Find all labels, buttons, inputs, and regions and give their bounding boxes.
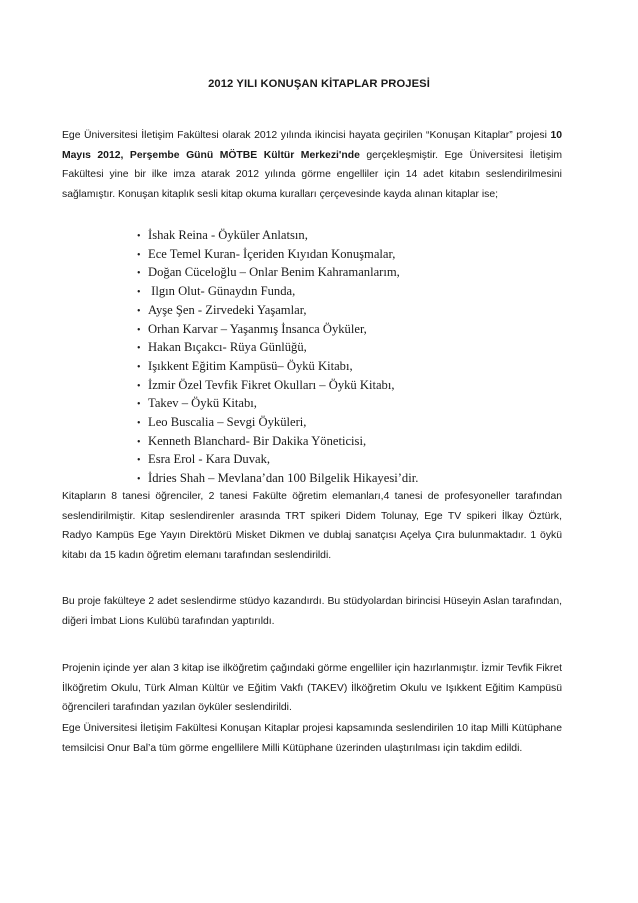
book-title: Doğan Cüceloğlu – Onlar Benim Kahramanlarım, [148,265,400,280]
children-books-paragraph: Projenin içinde yer alan 3 kitap ise ilköğretim çağındaki görme engelliler için hazırlanmıştır. İzmir Tevfik Fikret İlköğretim Okulu, Türk Alman Kültür ve Eğitim Vakfı (TAKEV) İlköğretim Okulu ve Işıkkent Eğitim Kampüsü öğrencileri tarafından yazılan öyküler seslendirildi. [62,663,562,713]
bullet-icon: • [137,418,141,430]
book-list-item [137,395,418,414]
book-list [137,227,418,489]
intro-paragraph [62,126,562,204]
book-list-item [137,227,418,246]
bullet-icon: • [137,361,141,373]
book-list-item [137,283,418,302]
bullet-icon: • [137,287,141,299]
bullet-icon: • [137,399,141,411]
document-title: 2012 YILI KONUŞAN KİTAPLAR PROJESİ [208,78,430,90]
book-list-item [137,246,418,265]
book-title: Ece Temel Kuran- İçeriden Kıyıdan Konuşmalar, [148,246,396,261]
book-title: İdries Shah – Mevlana’dan 100 Bilgelik Hikayesi’dir. [148,471,419,486]
bullet-icon: • [137,474,141,486]
book-list-item [137,451,418,470]
intro-text-start: Ege Üniversitesi İletişim Fakültesi olarak 2012 yılında ikincisi hayata geçirilen “Konuşan Kitaplar” projesi [62,130,551,141]
bullet-icon: • [137,231,141,242]
book-title: Takev – Öykü Kitabı, [148,396,257,411]
book-list-item [137,339,418,358]
book-list-item [137,433,418,452]
library-delivery-paragraph: Ege Üniversitesi İletişim Fakültesi Konuşan Kitaplar projesi kapsamında seslendirilen 10 itap Milli Kütüphane temsilcisi Onur Bal’a tüm görme engellilere Milli Kütüphane üzerinden ulaştırılması için takdim edildi. [62,723,562,754]
book-title: Ilgın Olut- Günaydın Funda, [148,284,296,299]
book-list-item [137,321,418,340]
book-title: İzmir Özel Tevfik Fikret Okulları – Öykü Kitabı, [148,377,395,392]
bullet-icon: • [137,343,141,355]
intro-text-end: gerçekleşmiştir. Ege Üniversitesi İletişim Fakültesi yine bir ilke imza atarak 2012 yılında görme engelliler için 14 adet kitabın seslendirilmesini sağlamıştır. Konuşan kitaplık sesli kitap okuma kuralları çerçevesinde kayda alınan kitaplar ise; [62,149,562,200]
book-title: İshak Reina - Öyküler Anlatsın, [148,228,308,242]
intro-event-date-location: 10 Mayıs 2012, Perşembe Günü MÖTBE Kültür Merkezi'nde [62,130,562,161]
book-title: Orhan Karvar – Yaşanmış İnsanca Öyküler, [148,321,367,336]
book-list-item [137,264,418,283]
book-list-item [137,358,418,377]
bullet-icon: • [137,324,141,336]
bullet-icon: • [137,305,141,317]
narrators-paragraph: Kitapların 8 tanesi öğrenciler, 2 tanesi Fakülte öğretim elemanları,4 tanesi de profesyoneller tarafından seslendirilmiştir. Kitap seslendirenler arasında TRT spikeri Didem Tolunay, Ege TV spikeri İlkay Öztürk, Radyo Kampüs Ege Yayın Direktörü Misket Dikmen ve dublaj sanatçısı Açelya Çıra bulunmaktadır. 1 öykü kitabı da 15 kadın öğretim elemanı tarafından seslendirildi. [62,491,562,561]
bullet-icon: • [137,249,141,261]
bullet-icon: • [137,455,141,467]
book-title: Ayşe Şen - Zirvedeki Yaşamlar, [148,302,307,317]
book-list-item [137,414,418,433]
bullet-icon: • [137,436,141,448]
book-title: Leo Buscalia – Sevgi Öyküleri, [148,415,307,430]
bullet-icon: • [137,268,141,280]
book-title: Işıkkent Eğitim Kampüsü– Öykü Kitabı, [148,358,353,373]
book-list-item [137,377,418,396]
book-title: Hakan Bıçakcı- Rüya Günlüğü, [148,340,307,355]
book-list-item [137,302,418,321]
bullet-icon: • [137,380,141,392]
studio-paragraph: Bu proje fakülteye 2 adet seslendirme stüdyo kazandırdı. Bu stüdyolardan birincisi Hüseyin Aslan tarafından, diğeri İmbat Lions Kulübü tarafından yaptırıldı. [62,596,562,627]
book-title: Kenneth Blanchard- Bir Dakika Yöneticisi, [148,433,367,448]
book-title: Esra Erol - Kara Duvak, [148,452,271,467]
